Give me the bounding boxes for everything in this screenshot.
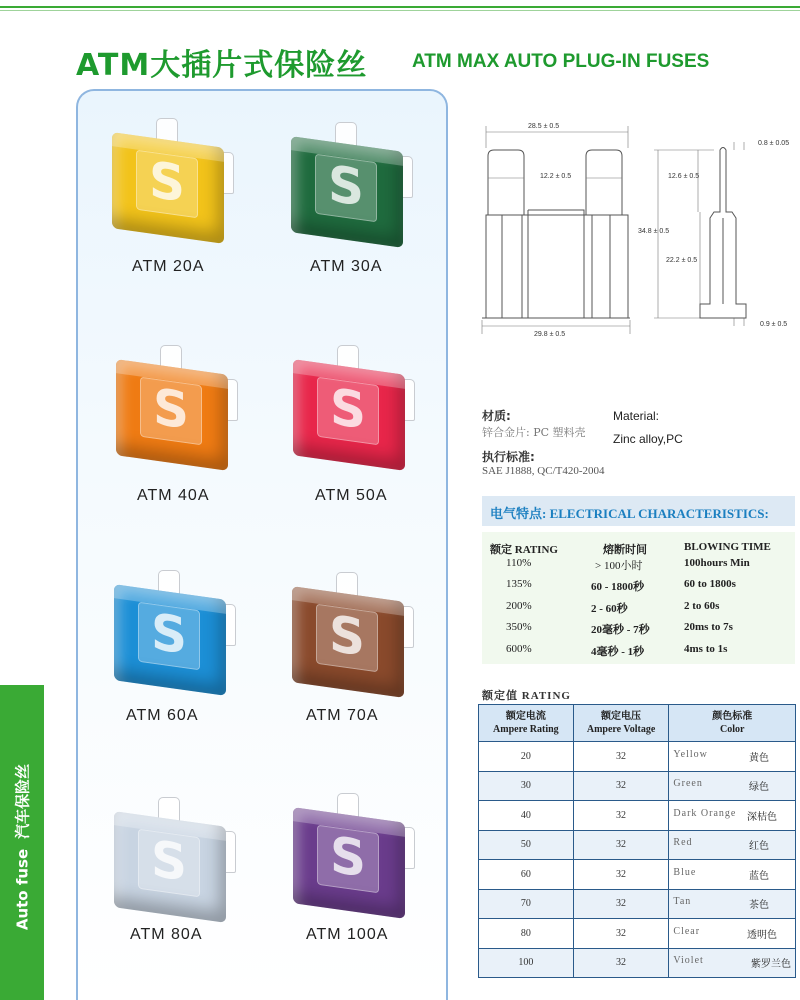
top-rule	[0, 6, 800, 8]
material-value-en: Zinc alloy,PC	[613, 432, 683, 446]
top-rule-thin	[0, 10, 800, 11]
color-en: Dark Orange	[673, 807, 737, 819]
cell-amp: 80	[479, 919, 574, 949]
rating-table	[478, 704, 796, 978]
fuse-image-40a	[112, 345, 238, 465]
fuse-element-icon: S	[328, 604, 365, 668]
elec-header-time-cn: 熔断时间	[603, 543, 647, 556]
color-en: Green	[673, 778, 703, 790]
cell-volt: 32	[573, 919, 669, 949]
color-cn: 紫罗兰色	[751, 959, 791, 971]
header-color	[669, 705, 796, 742]
elec-row-rating: 350%	[506, 621, 532, 633]
fuse-label-50a: ATM 50A	[315, 487, 388, 504]
material-value-cn: 锌合金片: PC 塑料壳	[482, 426, 586, 439]
elec-row-time-cn: 4毫秒 - 1秒	[591, 646, 645, 658]
side-tab-en: Auto fuse	[13, 848, 32, 931]
elec-row-time-en: 100hours Min	[684, 557, 750, 569]
elec-row-time-en: 2 to 60s	[684, 600, 720, 612]
color-en: Tan	[673, 896, 692, 908]
side-view	[700, 148, 746, 319]
cell-color	[669, 860, 796, 890]
material-heading: 材质:	[482, 409, 511, 423]
fuse-element-icon: S	[148, 150, 185, 214]
color-cn: 茶色	[749, 900, 769, 912]
table-row	[479, 860, 796, 890]
color-cn: 深桔色	[747, 811, 777, 823]
cell-amp: 20	[479, 742, 574, 772]
fuse-image-70a	[288, 572, 414, 692]
elec-row-time-cn: > 100小时	[595, 560, 643, 572]
color-en: Blue	[673, 866, 697, 878]
color-en: Clear	[673, 925, 701, 937]
fuse-element-icon: S	[150, 829, 187, 893]
cell-volt: 32	[573, 860, 669, 890]
elec-row-time-en: 4ms to 1s	[684, 643, 728, 655]
color-en: Violet	[673, 955, 704, 967]
page-title-cn: ATM大插片式保险丝	[76, 48, 368, 83]
dim-side-body-label: 22.2 ± 0.5	[666, 257, 698, 264]
header-ampere-en: Ampere Rating	[493, 724, 559, 735]
elec-row-rating: 135%	[506, 578, 532, 590]
rating-heading: 额定值 RATING	[482, 690, 571, 702]
fuse-image-50a	[289, 345, 415, 465]
fuse-label-20a: ATM 20A	[132, 258, 205, 275]
table-row	[479, 830, 796, 860]
fuse-element-icon: S	[327, 154, 364, 218]
fuse-label-100a: ATM 100A	[306, 926, 389, 943]
fuse-image-30a	[287, 122, 413, 242]
table-row	[479, 889, 796, 919]
cell-color	[669, 948, 796, 978]
elec-row-rating: 200%	[506, 600, 532, 612]
dim-prong-label: 12.2 ± 0.5	[540, 173, 572, 180]
cell-color	[669, 889, 796, 919]
color-cn: 红色	[749, 841, 769, 853]
cell-volt: 32	[573, 889, 669, 919]
dim-bottom-label: 29.8 ± 0.5	[534, 331, 566, 338]
elec-row-time-en: 20ms to 7s	[684, 621, 733, 633]
cell-color	[669, 771, 796, 801]
cell-color	[669, 801, 796, 831]
fuse-image-80a	[110, 797, 236, 917]
fuse-label-70a: ATM 70A	[306, 707, 379, 724]
cell-volt: 32	[573, 771, 669, 801]
table-row	[479, 742, 796, 772]
elec-row-time-cn: 20毫秒 - 7秒	[591, 624, 650, 636]
table-row	[479, 919, 796, 949]
table-row	[479, 801, 796, 831]
color-cn: 黄色	[749, 752, 769, 764]
cell-amp: 70	[479, 889, 574, 919]
cell-amp: 40	[479, 801, 574, 831]
dim-thick-top-label: 0.8 ± 0.05	[758, 140, 790, 147]
fuse-label-40a: ATM 40A	[137, 487, 210, 504]
fuse-element-icon: S	[329, 825, 366, 889]
color-cn: 绿色	[749, 782, 769, 794]
dim-thick-bottom-label: 0.9 ± 0.5	[760, 321, 788, 328]
dim-top-label: 28.5 ± 0.5	[528, 123, 560, 130]
dim-side-prong-label: 12.6 ± 0.5	[668, 173, 700, 180]
standard-heading: 执行标准:	[482, 450, 535, 464]
color-en: Yellow	[673, 748, 708, 760]
fuse-label-30a: ATM 30A	[310, 258, 383, 275]
table-row	[479, 948, 796, 978]
cell-volt: 32	[573, 948, 669, 978]
standard-value: SAE J1888, QC/T420-2004	[482, 465, 605, 477]
fuse-label-60a: ATM 60A	[126, 707, 199, 724]
header-color-cn: 颜色标准	[712, 711, 753, 722]
fuse-image-20a	[108, 118, 234, 238]
fuse-image-60a	[110, 570, 236, 690]
cell-color	[669, 742, 796, 772]
cell-color	[669, 830, 796, 860]
fuse-element-icon: S	[152, 377, 189, 441]
cell-amp: 60	[479, 860, 574, 890]
cell-amp: 50	[479, 830, 574, 860]
dim-height-label: 34.8 ± 0.5	[638, 228, 670, 235]
dimension-drawing	[478, 112, 800, 342]
cell-amp: 30	[479, 771, 574, 801]
page-title-en: ATM MAX AUTO PLUG-IN FUSES	[412, 51, 710, 72]
header-ampere	[479, 705, 574, 742]
cell-amp: 100	[479, 948, 574, 978]
fuse-label-80a: ATM 80A	[130, 926, 203, 943]
header-ampere-cn: 额定电流	[505, 711, 546, 722]
cell-volt: 32	[573, 742, 669, 772]
header-voltage-cn: 额定电压	[601, 711, 642, 722]
header-voltage	[573, 705, 669, 742]
material-label-en: Material:	[613, 409, 660, 423]
side-tab-cn: 汽车保险丝	[13, 763, 32, 839]
fuse-image-100a	[289, 793, 415, 913]
cell-color	[669, 919, 796, 949]
fuse-element-icon: S	[150, 602, 187, 666]
elec-row-time-en: 60 to 1800s	[684, 578, 736, 590]
header-voltage-en: Ampere Voltage	[586, 724, 656, 735]
elec-row-rating: 110%	[506, 557, 532, 569]
fuse-element-icon: S	[329, 377, 366, 441]
elec-row-time-cn: 60 - 1800秒	[591, 581, 645, 593]
elec-header-time-en: BLOWING TIME	[684, 541, 771, 553]
elec-row-rating: 600%	[506, 643, 532, 655]
color-cn: 透明色	[747, 929, 777, 941]
color-en: Red	[673, 837, 693, 849]
elec-header-rating: 额定 RATING	[490, 544, 558, 556]
electrical-title: 电气特点: ELECTRICAL CHARACTERISTICS:	[490, 506, 769, 521]
cell-volt: 32	[573, 801, 669, 831]
table-row	[479, 771, 796, 801]
color-cn: 蓝色	[749, 870, 769, 882]
rating-table-header	[479, 705, 796, 742]
dimension-lines	[482, 126, 744, 334]
cell-volt: 32	[573, 830, 669, 860]
elec-row-time-cn: 2 - 60秒	[591, 603, 628, 615]
side-tab-text	[12, 754, 33, 930]
header-color-en: Color	[719, 724, 745, 735]
